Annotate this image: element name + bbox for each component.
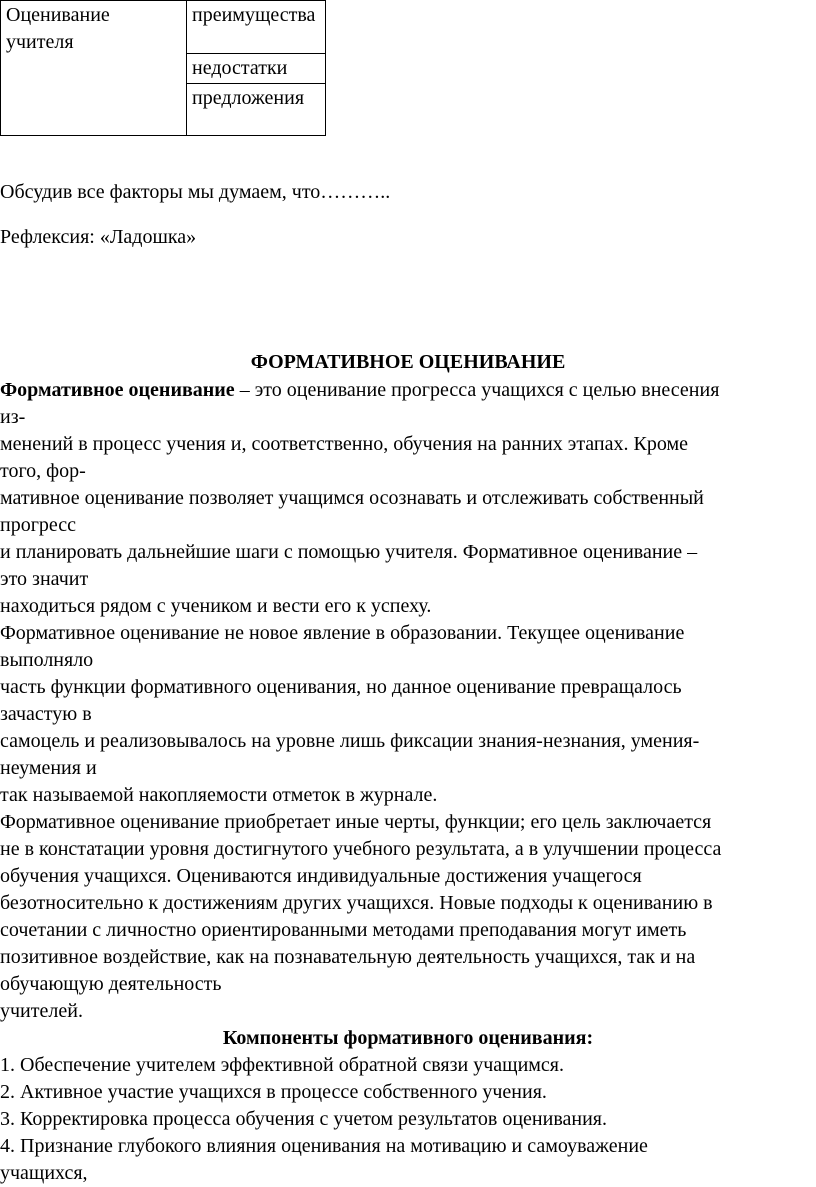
text-line: не в констатации уровня достигнутого учебного результата, а в улучшении процесса	[0, 838, 722, 860]
table-cell-disadvantages: недостатки	[187, 54, 326, 84]
list-item: учащихся,	[0, 1162, 88, 1184]
text-line: самоцель и реализовывалось на уровне лишь фиксации знания-незнания, умения-	[0, 730, 700, 752]
text-line: обучающую деятельность	[0, 973, 222, 995]
text-line: обучения учащихся. Оцениваются индивидуальные достижения учащегося	[0, 865, 642, 887]
text-line: прогресс	[0, 514, 77, 536]
text-line: так называемой накопляемости отметок в журнале.	[0, 784, 438, 806]
text-line: это значит	[0, 568, 89, 590]
text-line: неумения и	[0, 757, 97, 779]
text-line: мативное оценивание позволяет учащимся осознавать и отслеживать собственный	[0, 487, 704, 509]
text-line: Формативное оценивание приобретает иные черты, функции; его цель заключается	[0, 811, 712, 833]
discussion-paragraph: Обсудив все факторы мы думаем, что………..	[0, 181, 391, 203]
text-line-content: – это оценивание прогресса учащихся с целью внесения	[234, 379, 720, 401]
text-line: менений в процесс учения и, соответственно, обучения на ранних этапах. Кроме	[0, 433, 688, 455]
reflection-paragraph: Рефлексия: «Ладошка»	[0, 226, 197, 248]
text-line: часть функции формативного оценивания, но данное оценивание превращалось	[0, 676, 682, 698]
list-item: 3. Корректировка процесса обучения с учетом результатов оценивания.	[0, 1108, 608, 1130]
text-line: учителей.	[0, 1000, 83, 1022]
text-line: зачастую в	[0, 703, 92, 725]
body-text	[0, 377, 816, 1187]
text-line: позитивное воздействие, как на познавательную деятельность учащихся, так и на	[0, 946, 696, 968]
evaluation-table	[0, 0, 326, 136]
text-line: и планировать дальнейшие шаги с помощью учителя. Формативное оценивание –	[0, 541, 698, 563]
text-line: находиться рядом с учеником и вести его к успеху.	[0, 595, 432, 617]
text-line: сочетании с личностно ориентированными методами преподавания могут иметь	[0, 919, 687, 941]
text-line: Формативное оценивание не новое явление в образовании. Текущее оценивание	[0, 622, 685, 644]
section-heading-text: ФОРМАТИВНОЕ ОЦЕНИВАНИЕ	[250, 351, 566, 373]
text-line	[0, 377, 816, 404]
table-cell-suggestions: предложения	[187, 84, 326, 136]
list-item: 1. Обеспечение учителем эффективной обратной связи учащимся.	[0, 1054, 565, 1076]
definition-term: Формативное оценивание	[0, 379, 235, 401]
components-heading-text: Компоненты формативного оценивания:	[222, 1027, 594, 1049]
text-line: безотносительно к достижениям других учащихся. Новые подходы к оцениванию в	[0, 892, 713, 914]
list-item: 2. Активное участие учащихся в процессе собственного учения.	[0, 1081, 547, 1103]
section-heading	[0, 349, 816, 376]
components-heading	[0, 1025, 816, 1052]
text-line: из-	[0, 406, 26, 428]
list-item: 4. Признание глубокого влияния оценивания на мотивацию и самоуважение	[0, 1135, 648, 1157]
text-line: того, фор-	[0, 460, 86, 482]
table-cell-teacher-evaluation: Оценивание учителя	[1, 1, 187, 136]
text-line: выполняло	[0, 649, 94, 671]
table-cell-advantages: преимущества	[187, 1, 326, 54]
